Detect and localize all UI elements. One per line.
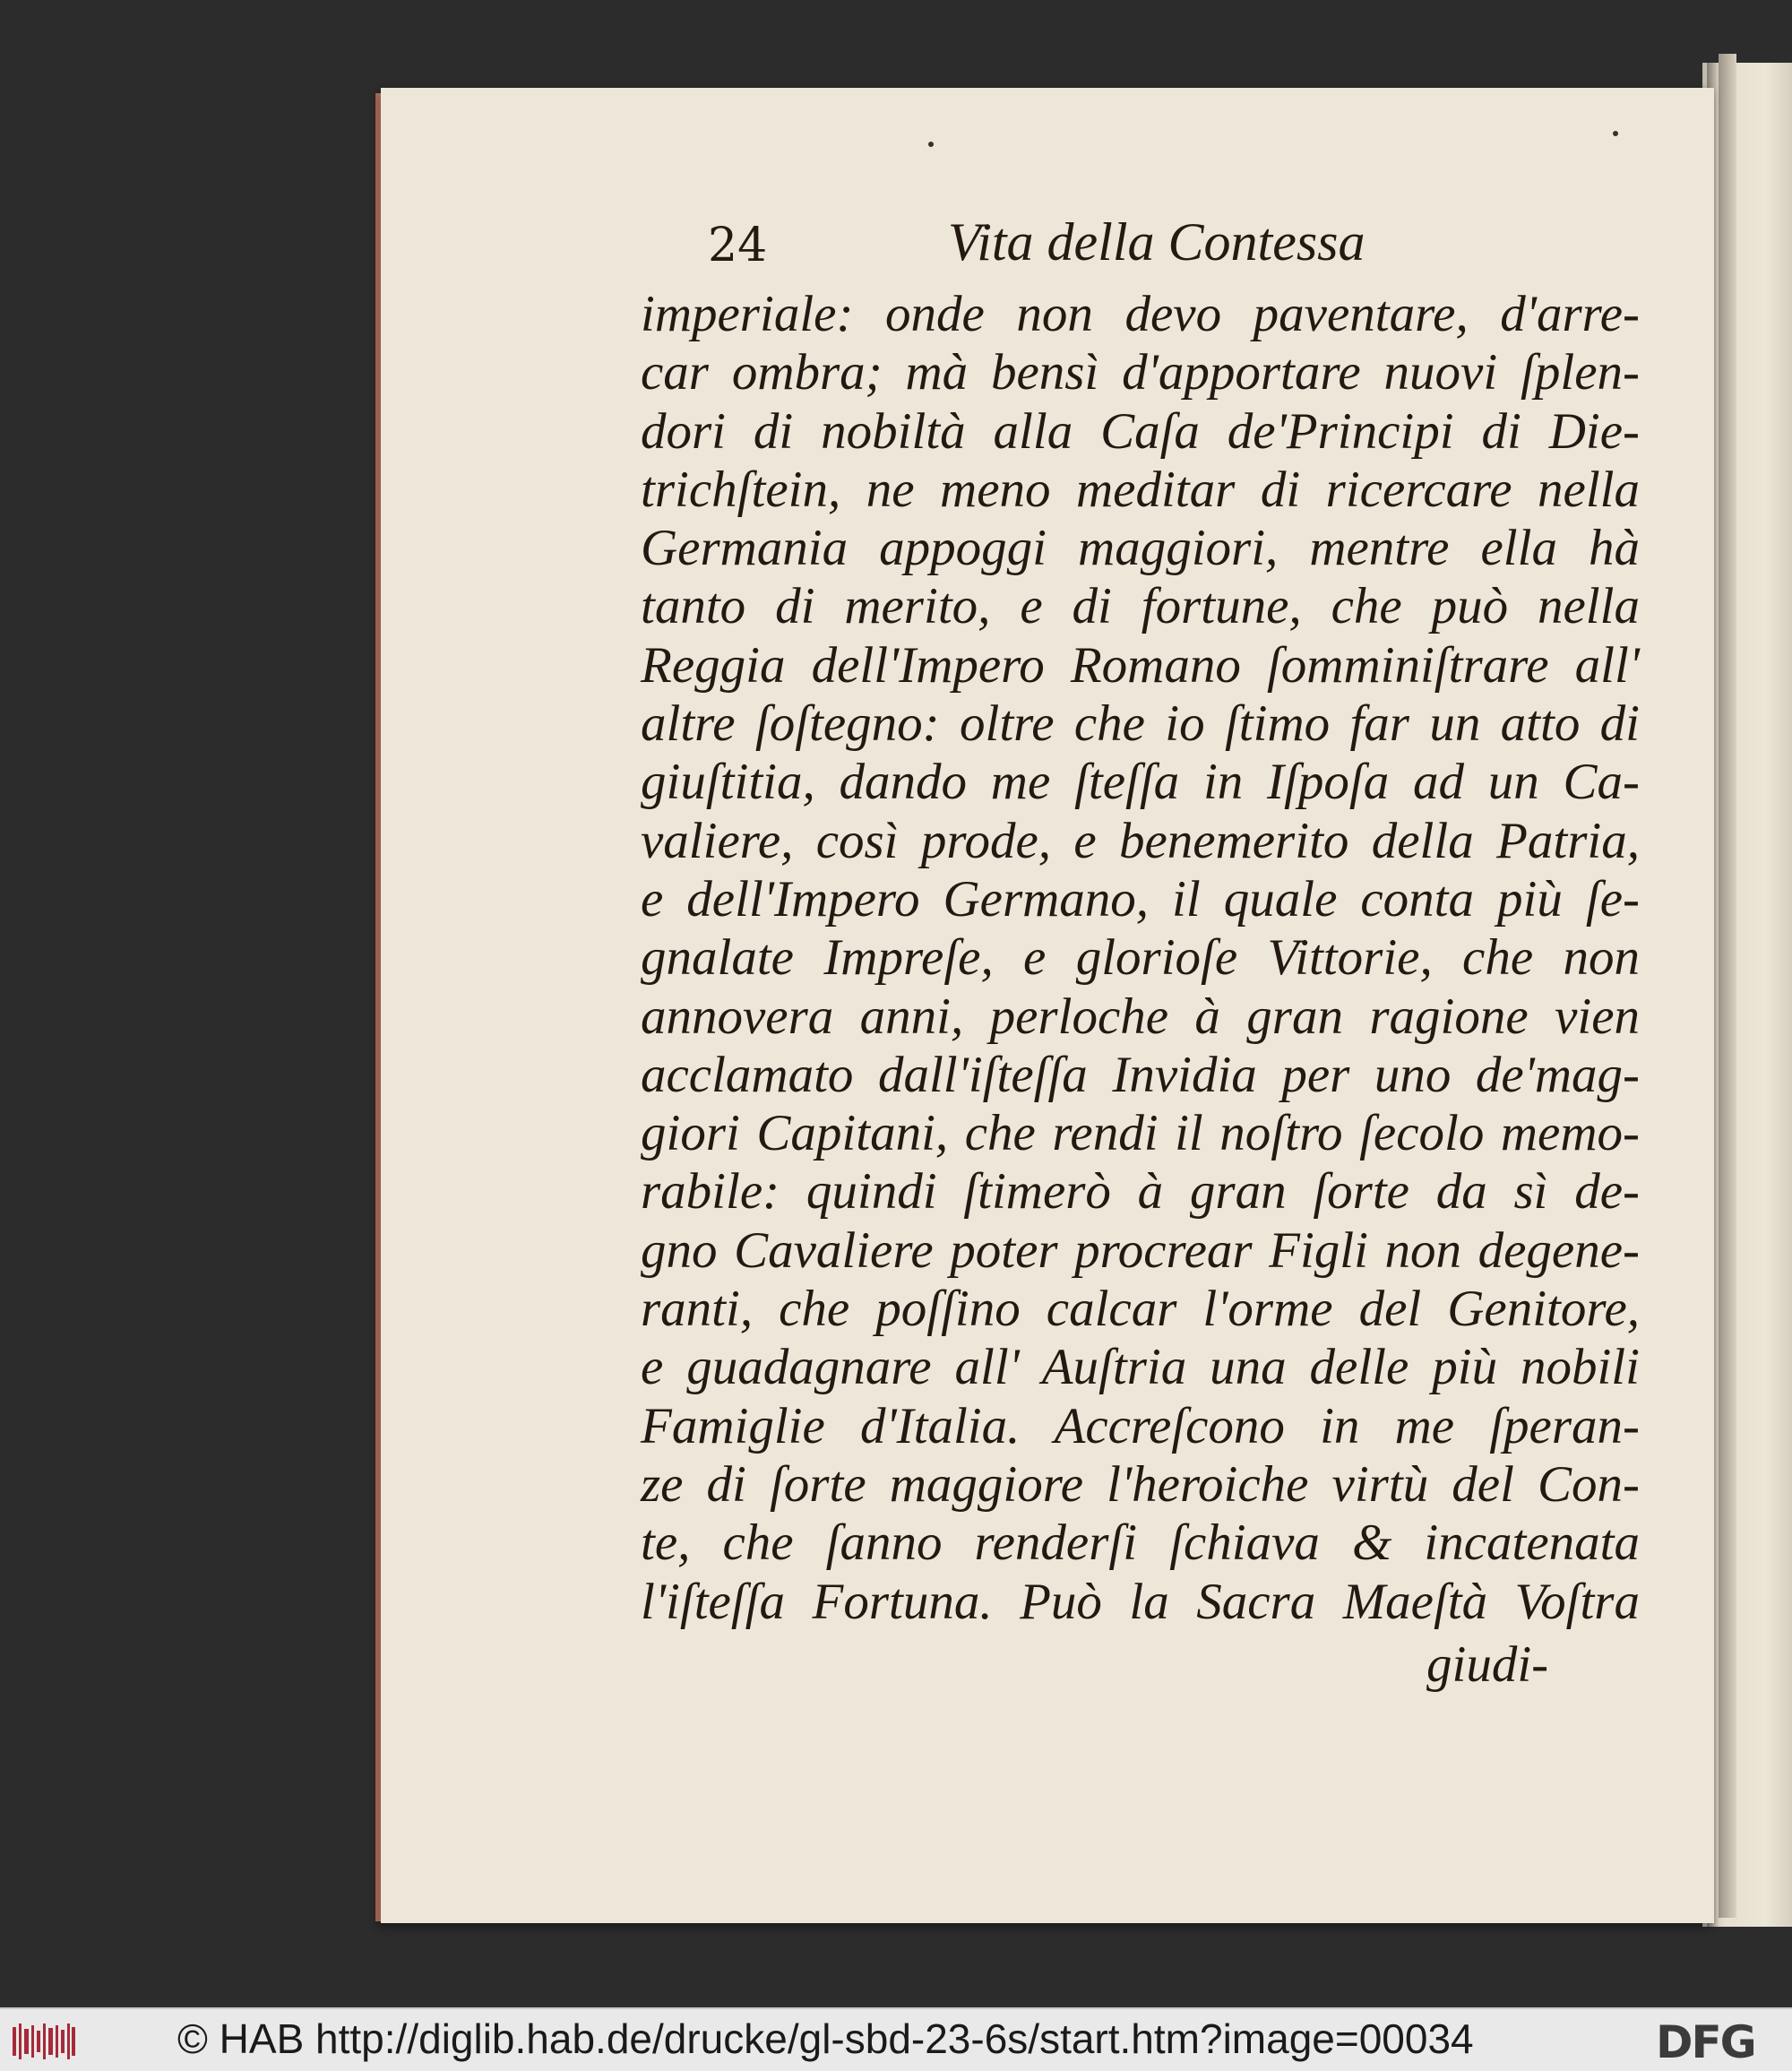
text-line: ranti, che poſſino calcar l'orme del Genitore, (641, 1281, 1640, 1338)
text-line: te, che ſanno renderſi ſchiava & incatenata (641, 1514, 1640, 1572)
catchword: giudi- (1426, 1636, 1549, 1693)
text-line: tanto di merito, e di fortune, che può nella (641, 578, 1640, 635)
book-spine (1719, 54, 1736, 1918)
running-head (645, 211, 1622, 283)
page-number: 24 (708, 219, 768, 272)
text-line: altre ſoſtegno: oltre che io ſtimo far un atto di (641, 695, 1640, 753)
dfg-logo: DFG (1656, 2016, 1755, 2068)
text-line: giuſtitia, dando me ſteſſa in Iſpoſa ad un Ca- (641, 754, 1640, 811)
text-line: trichſtein, ne meno meditar di ricercare nella (641, 461, 1640, 518)
text-line: l'iſteſſa Fortuna. Può la Sacra Maeſtà Voſtra (641, 1573, 1640, 1630)
running-head-title: Vita della Contessa (948, 212, 1366, 272)
ink-speck (1613, 131, 1618, 136)
text-line: ze di ſorte maggiore l'heroiche virtù del Con- (641, 1455, 1640, 1513)
credit-url-text: © HAB http://diglib.hab.de/drucke/gl-sbd-23-6s/start.htm?image=00034 (177, 2015, 1474, 2062)
text-line: valiere, così prode, e benemerito della Patria, (641, 812, 1640, 869)
text-line: gnalate Impreſe, e glorioſe Vittorie, che non (641, 929, 1640, 987)
text-line: e guadagnare all' Auſtria una delle più nobili (641, 1339, 1640, 1396)
text-line: acclamato dall'iſteſſa Invidia per uno de'mag- (641, 1046, 1640, 1103)
text-line: car ombra; mà bensì d'apportare nuovi ſplen- (641, 344, 1640, 401)
text-line: giori Capitani, che rendi il noſtro ſecolo memo- (641, 1105, 1640, 1162)
text-line: imperiale: onde non devo paventare, d'arre- (641, 286, 1640, 342)
ink-speck (928, 142, 934, 147)
text-line: Germania appoggi maggiori, mentre ella hà (641, 520, 1640, 577)
footer-credit-bar (0, 2007, 1792, 2071)
text-line: e dell'Impero Germano, il quale conta più ſe- (641, 870, 1640, 928)
body-text (641, 285, 1640, 1631)
text-line: gno Cavaliere poter procrear Figli non degene- (641, 1221, 1640, 1279)
text-line: Reggia dell'Impero Romano ſomminiſtrare all' (641, 636, 1640, 694)
hab-barcode-logo-icon (13, 2024, 75, 2059)
text-line: dori di nobiltà alla Caſa de'Principi di Die- (641, 402, 1640, 460)
text-line: rabile: quindi ſtimerò à gran ſorte da sì de- (641, 1163, 1640, 1221)
text-line: Famiglie d'Italia. Accreſcono in me ſperan- (641, 1397, 1640, 1454)
text-line: annovera anni, perloche à gran ragione vien (641, 988, 1640, 1045)
